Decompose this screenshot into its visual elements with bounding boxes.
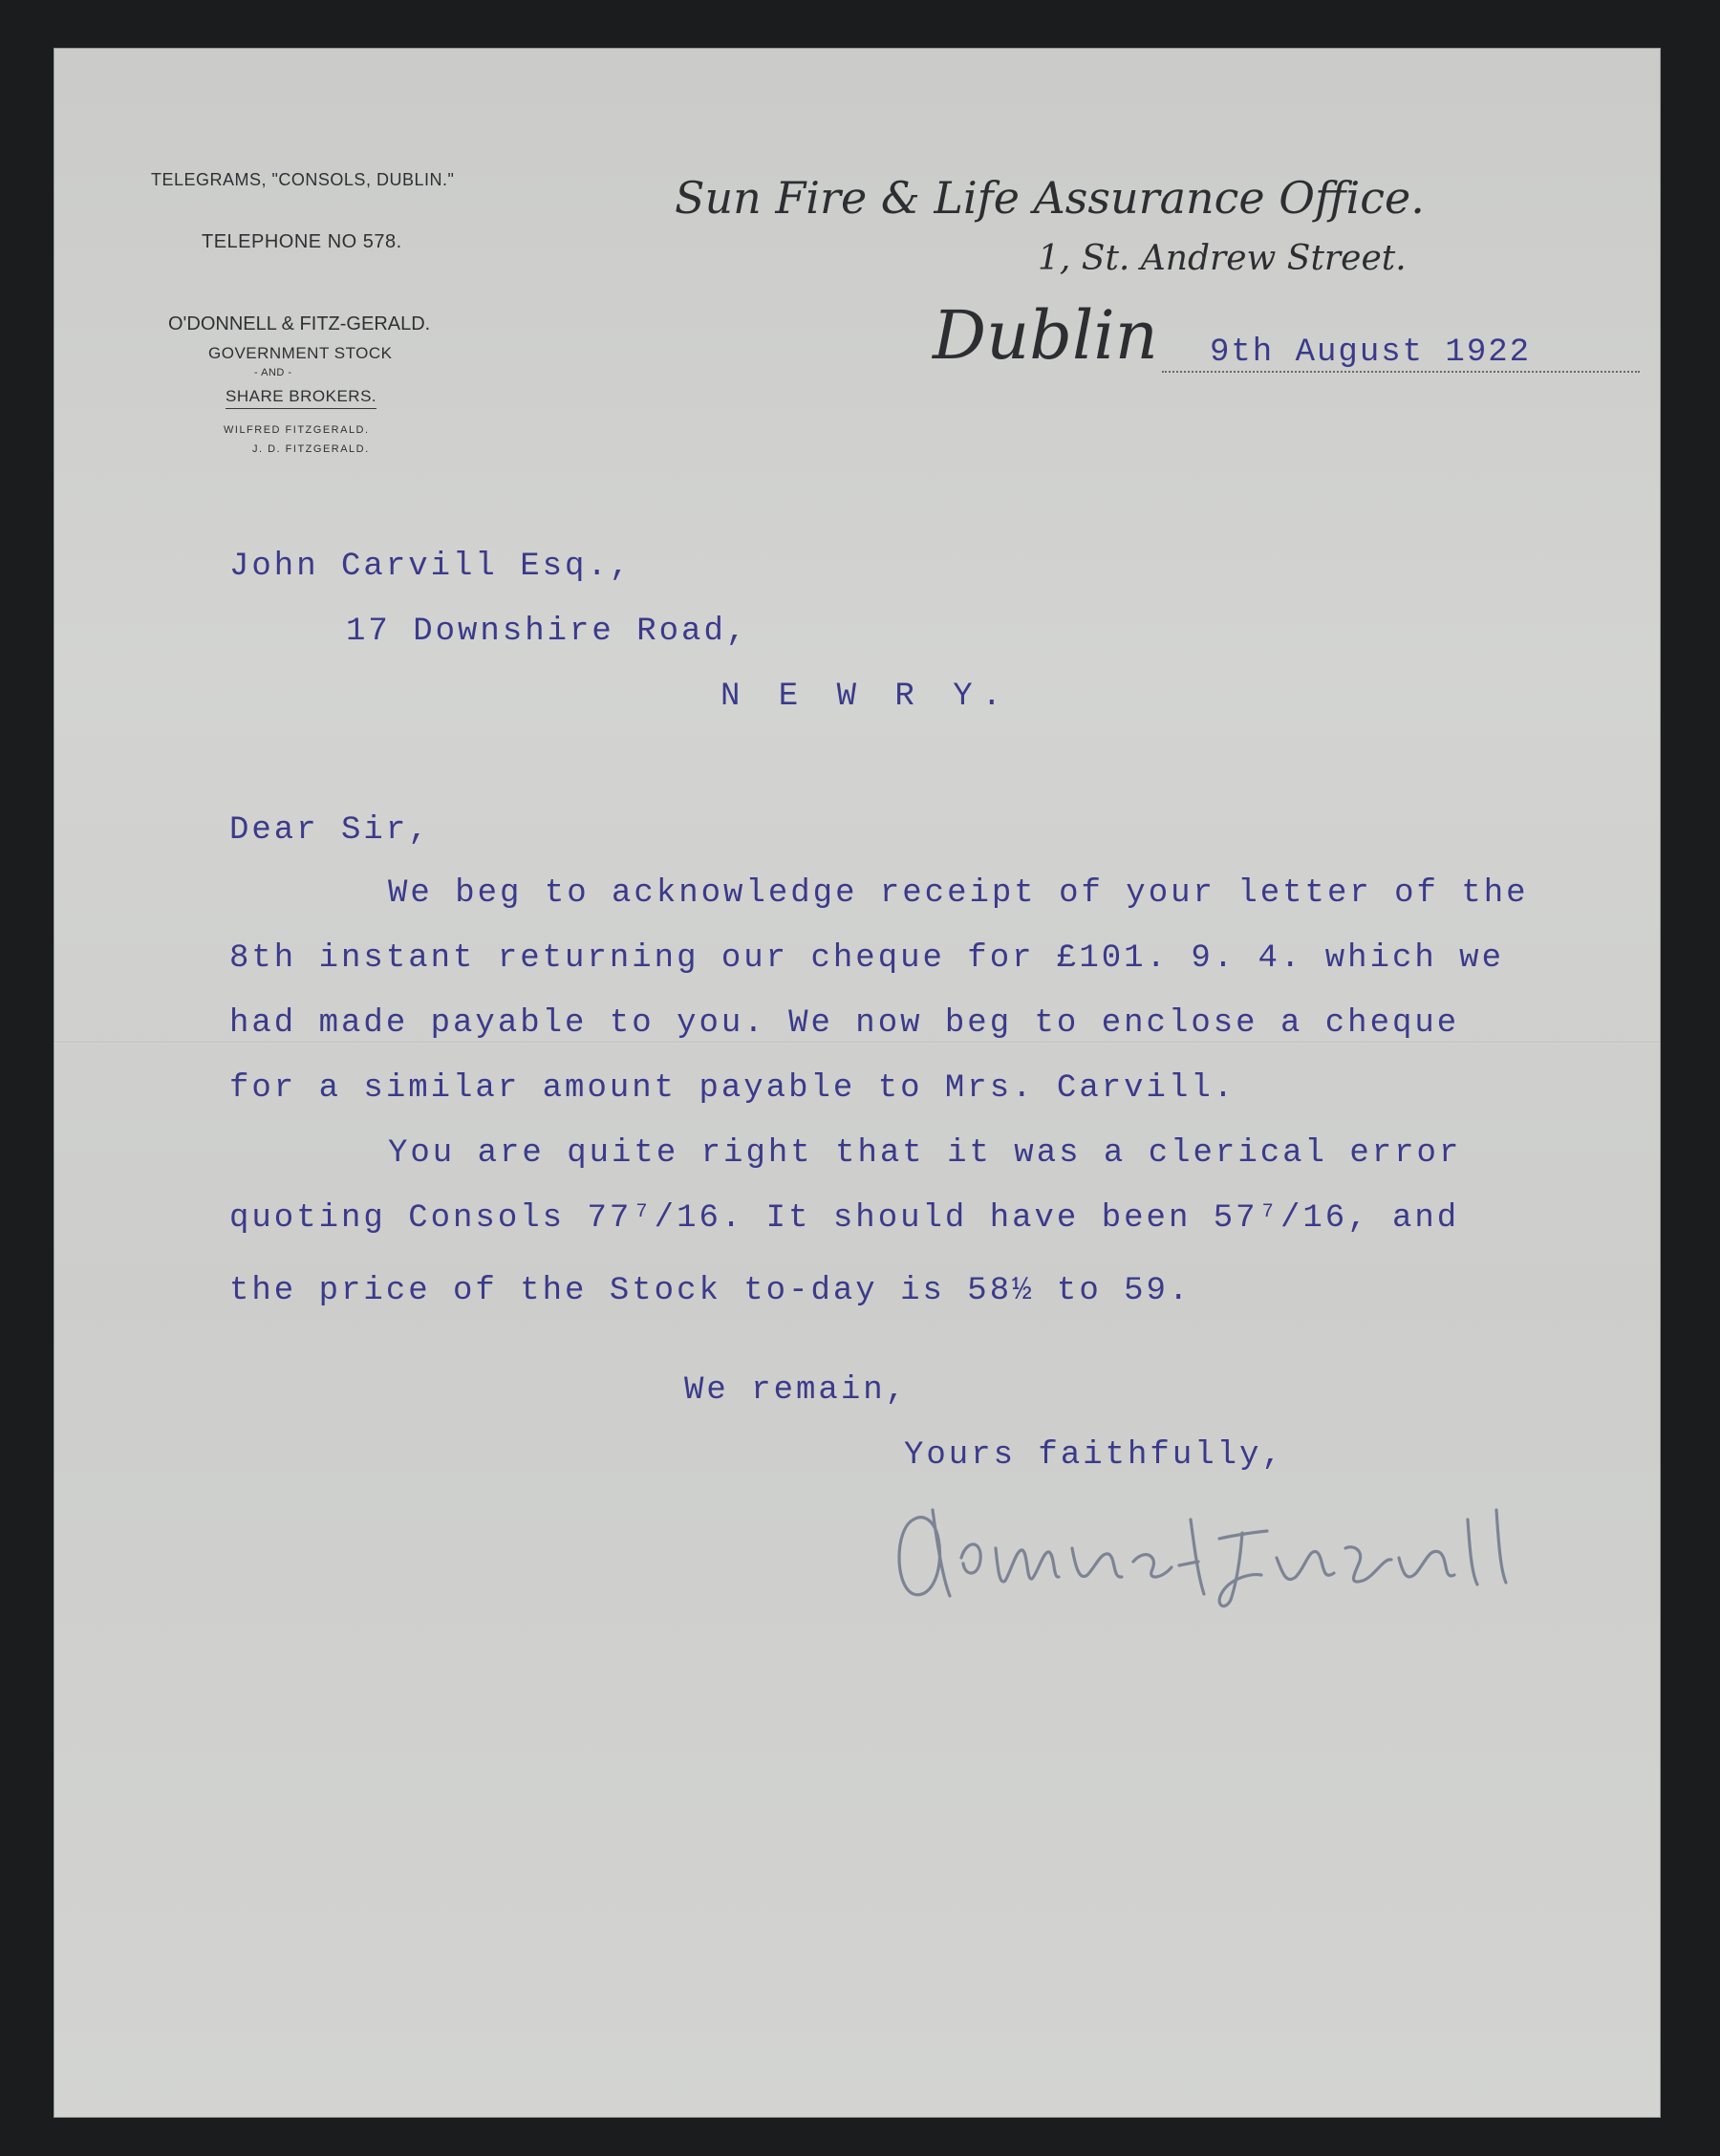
handwritten-signature xyxy=(875,1481,1563,1615)
office-city: Dublin xyxy=(933,296,1158,375)
body-line-4: for a similar amount payable to Mrs. Carvill. xyxy=(229,1070,1236,1107)
partner-jd: J. D. FITZGERALD. xyxy=(252,443,370,455)
body-line-2: 8th instant returning our cheque for £101. 9. 4. which we xyxy=(229,940,1504,977)
telephone-line: TELEPHONE NO 578. xyxy=(202,231,402,252)
recipient-street: 17 Downshire Road, xyxy=(346,614,749,650)
office-street: 1, St. Andrew Street. xyxy=(1038,239,1407,278)
letter-sheet xyxy=(54,48,1661,2118)
fold-crease xyxy=(54,1042,1661,1044)
body-line-5: You are quite right that it was a clerical error xyxy=(388,1135,1462,1172)
body-line-6: quoting Consols 77⁷/16. It should have been 57⁷/16, and xyxy=(229,1200,1460,1237)
firm-and: - AND - xyxy=(254,367,292,378)
letter-date: 9th August 1922 xyxy=(1210,334,1532,371)
closing-yours-faithfully: Yours faithfully, xyxy=(904,1437,1284,1474)
body-line-1: We beg to acknowledge receipt of your letter of the xyxy=(388,875,1529,912)
body-line-3: had made payable to you. We now beg to enclose a cheque xyxy=(229,1005,1460,1042)
partner-wilfred: WILFRED FITZGERALD. xyxy=(224,424,370,436)
firm-name: O'DONNELL & FITZ-GERALD. xyxy=(168,313,431,334)
office-name: Sun Fire & Life Assurance Office. xyxy=(675,172,1425,224)
recipient-name: John Carvill Esq., xyxy=(229,549,633,585)
telegrams-line: TELEGRAMS, "CONSOLS, DUBLIN." xyxy=(151,170,455,189)
recipient-town: N E W R Y. xyxy=(720,679,1012,715)
date-dotted-line xyxy=(1162,371,1640,373)
closing-we-remain: We remain, xyxy=(684,1372,909,1409)
firm-line-share-brokers: SHARE BROKERS. xyxy=(226,387,376,409)
firm-line-government-stock: GOVERNMENT STOCK xyxy=(208,344,393,362)
salutation: Dear Sir, xyxy=(229,812,431,849)
body-line-7: the price of the Stock to-day is 58½ to 59. xyxy=(229,1273,1192,1309)
